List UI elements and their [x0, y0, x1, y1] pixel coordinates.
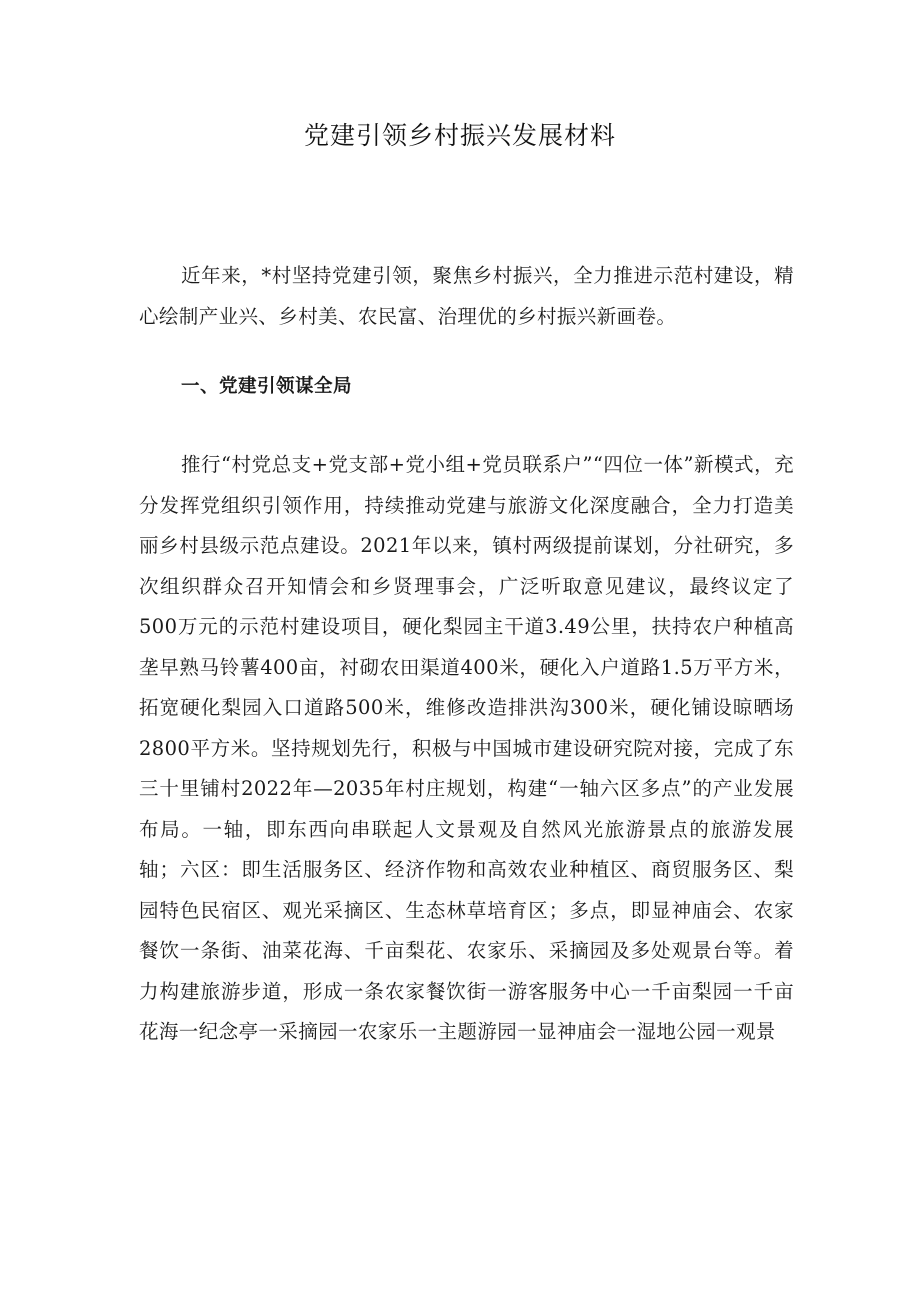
section-paragraph: 推行“村党总支+党支部+党小组+党员联系户”“四位一体”新模式，充分发挥党组织引领作用，持续推动党建与旅游文化深度融合，全力打造美丽乡村县级示范点建设。2021年以来，镇村两级提前谋划，分社研究，多次组织群众召开知情会和乡贤理事会，广泛听取意见建议，最终议定了500万元的示范村建设项目，硬化梨园主干道3.49公里，扶持农户种植高垄早熟马铃薯400亩，衬砌农田渠道400米，硬化入户道路1.5万平方米，拓宽硬化梨园入口道路500米，维修改造排洪沟300米，硬化铺设晾晒场2800平方米。坚持规划先行，积极与中国城市建设研究院对接，完成了东三十里铺村2022年—2035年村庄规划，构建“一轴六区多点”的产业发展布局。一轴，即东西向串联起人文景观及自然风光旅游景点的旅游发展轴；六区：即生活服务区、经济作物和高效农业种植区、商贸服务区、梨园特色民宿区、观光采摘区、生态林草培育区；多点，即显神庙会、农家餐饮一条街、油菜花海、千亩梨花、农家乐、采摘园及多处观景台等。着力构建旅游步道，形成一条农家餐饮街一游客服务中心一千亩梨园一千亩花海一纪念亭一采摘园一农家乐一主题游园一显神庙会一湿地公园一观景: [139, 453, 794, 1043]
document-title: 党建引领乡村振兴发展材料: [303, 121, 616, 150]
intro-paragraph: 近年来，*村坚持党建引领，聚焦乡村振兴，全力推进示范村建设，精心绘制产业兴、乡村美、农民富、治理优的乡村振兴新画卷。: [139, 264, 794, 328]
section-heading: 一、党建引领谋全局: [181, 376, 353, 397]
